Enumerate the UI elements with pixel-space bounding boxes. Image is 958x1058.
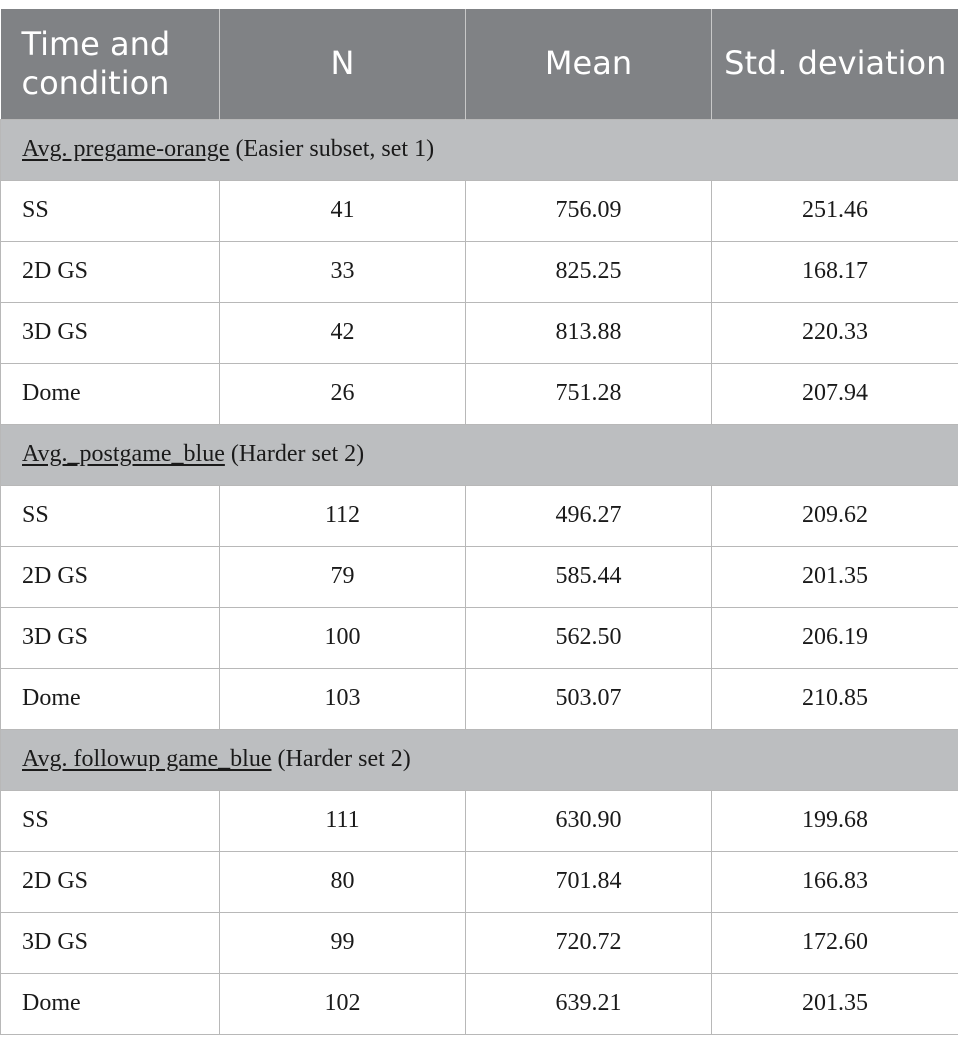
cell-n: 80 [220, 851, 466, 912]
section-row [1, 119, 958, 180]
section-title-detail: (Easier subset, set 1) [229, 136, 435, 162]
cell-mean: 813.88 [466, 302, 712, 363]
table-row [1, 668, 958, 729]
cell-sd: 210.85 [712, 668, 958, 729]
cell-n: 102 [220, 973, 466, 1034]
cell-mean: 720.72 [466, 912, 712, 973]
cell-condition: SS [1, 485, 220, 546]
header-std-deviation: Std. deviation [712, 9, 958, 119]
cell-n: 41 [220, 180, 466, 241]
section-title-main: Avg. followup game_blue [22, 746, 272, 772]
statistics-table [0, 9, 958, 1035]
cell-condition: 3D GS [1, 607, 220, 668]
cell-n: 42 [220, 302, 466, 363]
table-row [1, 546, 958, 607]
cell-sd: 172.60 [712, 912, 958, 973]
cell-n: 26 [220, 363, 466, 424]
cell-sd: 220.33 [712, 302, 958, 363]
cell-n: 100 [220, 607, 466, 668]
cell-mean: 756.09 [466, 180, 712, 241]
cell-sd: 168.17 [712, 241, 958, 302]
table-row [1, 241, 958, 302]
cell-condition: 3D GS [1, 912, 220, 973]
cell-sd: 201.35 [712, 973, 958, 1034]
cell-n: 33 [220, 241, 466, 302]
cell-mean: 639.21 [466, 973, 712, 1034]
cell-mean: 562.50 [466, 607, 712, 668]
cell-mean: 496.27 [466, 485, 712, 546]
cell-sd: 206.19 [712, 607, 958, 668]
cell-sd: 209.62 [712, 485, 958, 546]
cell-condition: 2D GS [1, 851, 220, 912]
table-row [1, 973, 958, 1034]
section-title [1, 424, 958, 485]
section-row [1, 424, 958, 485]
table-row [1, 485, 958, 546]
cell-mean: 751.28 [466, 363, 712, 424]
section-row [1, 729, 958, 790]
cell-sd: 201.35 [712, 546, 958, 607]
section-title-detail: (Harder set 2) [271, 746, 411, 772]
cell-condition: SS [1, 180, 220, 241]
cell-condition: Dome [1, 668, 220, 729]
cell-sd: 166.83 [712, 851, 958, 912]
table-row [1, 363, 958, 424]
header-time-and-condition: Time and condition [1, 9, 220, 119]
table-row [1, 302, 958, 363]
cell-n: 99 [220, 912, 466, 973]
cell-mean: 630.90 [466, 790, 712, 851]
table-row [1, 790, 958, 851]
section-title-main: Avg. pregame-orange [22, 136, 230, 162]
cell-sd: 251.46 [712, 180, 958, 241]
section-title-detail: (Harder set 2) [224, 441, 365, 467]
section-title [1, 119, 958, 180]
cell-condition: 2D GS [1, 546, 220, 607]
header-row [1, 9, 958, 119]
table-row [1, 851, 958, 912]
cell-sd: 199.68 [712, 790, 958, 851]
cell-n: 79 [220, 546, 466, 607]
table-row [1, 607, 958, 668]
cell-condition: Dome [1, 973, 220, 1034]
cell-condition: SS [1, 790, 220, 851]
cell-mean: 585.44 [466, 546, 712, 607]
header-mean: Mean [466, 9, 712, 119]
cell-n: 112 [220, 485, 466, 546]
table-row [1, 912, 958, 973]
section-title-main: Avg._postgame_blue [22, 441, 225, 467]
cell-mean: 825.25 [466, 241, 712, 302]
cell-n: 111 [220, 790, 466, 851]
section-title [1, 729, 958, 790]
table-row [1, 180, 958, 241]
cell-mean: 701.84 [466, 851, 712, 912]
cell-condition: Dome [1, 363, 220, 424]
cell-condition: 3D GS [1, 302, 220, 363]
cell-condition: 2D GS [1, 241, 220, 302]
header-n: N [220, 9, 466, 119]
cell-sd: 207.94 [712, 363, 958, 424]
cell-mean: 503.07 [466, 668, 712, 729]
cell-n: 103 [220, 668, 466, 729]
